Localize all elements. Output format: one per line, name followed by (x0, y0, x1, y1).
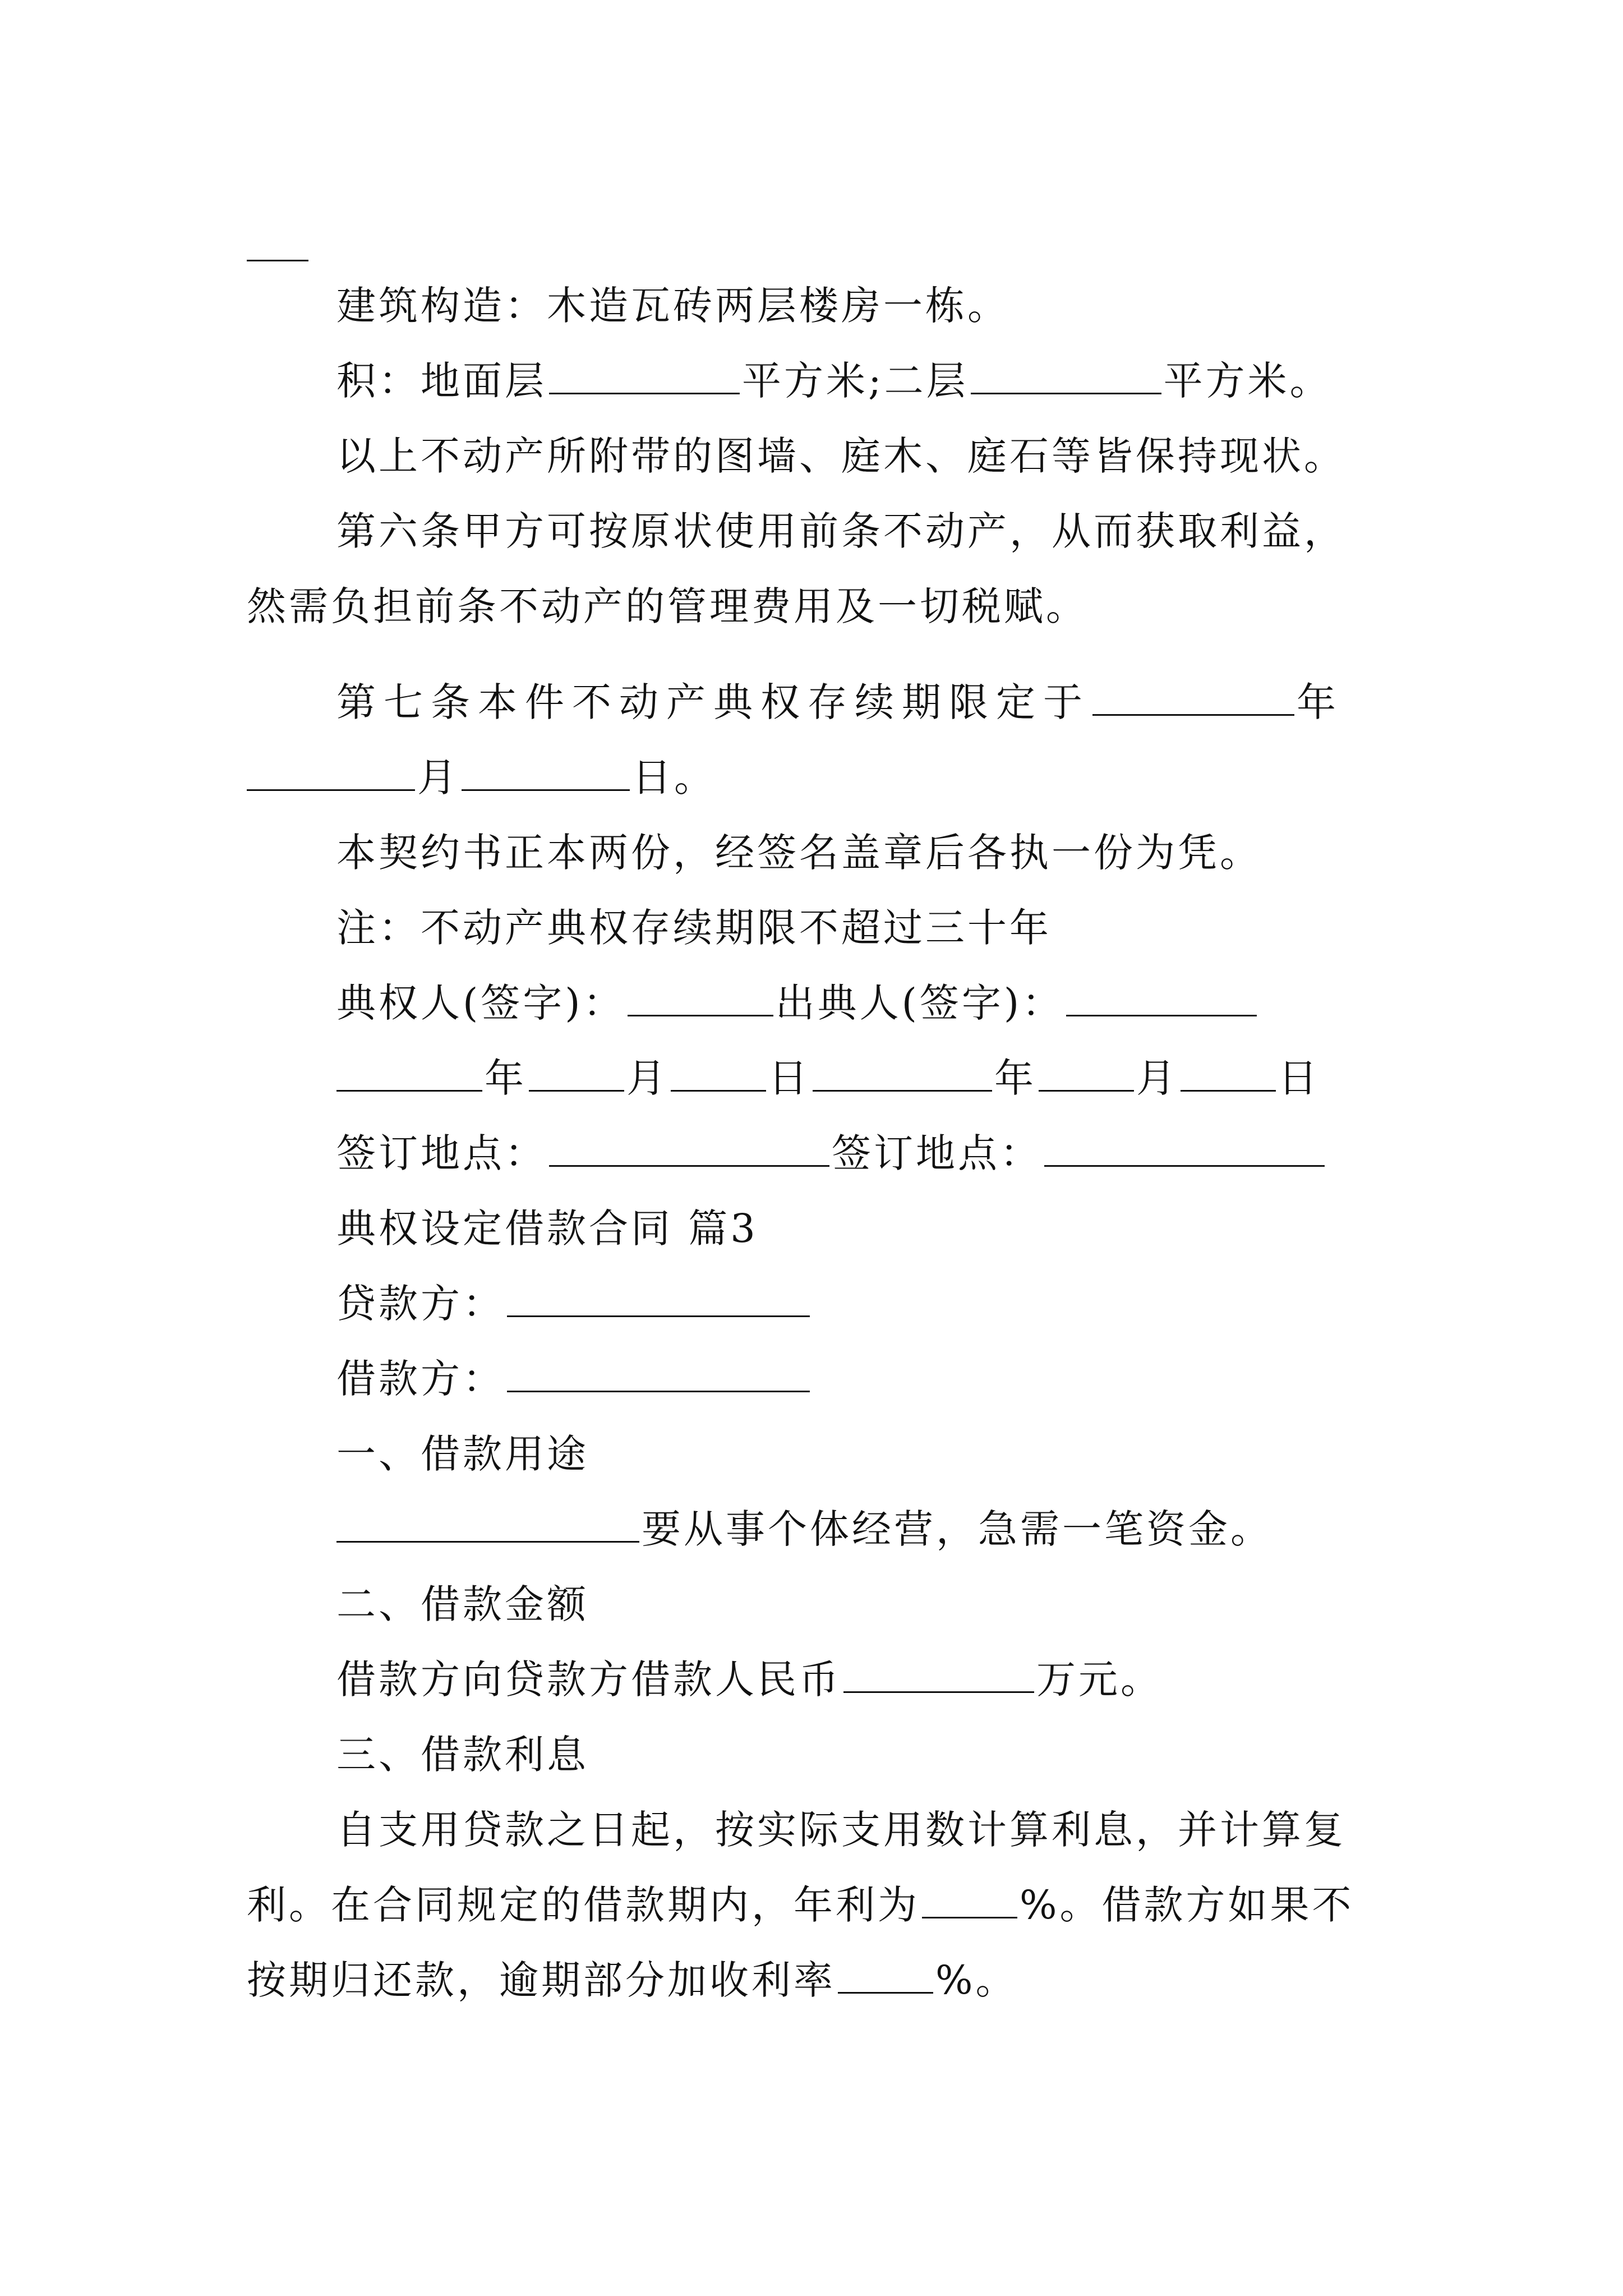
fill-blank (671, 1054, 766, 1092)
section-heading (336, 1191, 1391, 1266)
text-line (336, 418, 1391, 494)
text: 出典人(签字)： (775, 980, 1064, 1026)
fill-blank (247, 753, 415, 791)
text-line (336, 1116, 1391, 1191)
text: 平方米。 (1163, 358, 1332, 404)
text: 签订地点： (832, 1130, 1042, 1176)
fill-blank (838, 1956, 933, 1994)
text-line (336, 1341, 1391, 1416)
clause-heading (336, 1416, 1391, 1492)
text: 年 (485, 1055, 527, 1101)
text: 借款方： (336, 1356, 505, 1402)
text: 积：地面层 (336, 358, 547, 404)
fill-blank (1066, 979, 1257, 1016)
fill-blank (336, 1505, 639, 1543)
fill-blank (843, 1655, 1034, 1693)
text: %。 (935, 1957, 1018, 2003)
text: 自支用贷款之日起，按实际支用数计算利息，并计算复 (336, 1807, 1346, 1853)
text: 日。 (632, 754, 716, 800)
text: 三、借款利息 (336, 1732, 589, 1778)
text-line (336, 890, 1391, 965)
text: 贷款方： (336, 1281, 505, 1327)
text-line (336, 494, 1391, 569)
text: 日 (1278, 1055, 1320, 1101)
text: 要从事个体经营，急需一笔资金。 (642, 1506, 1272, 1552)
text: 按期归还款，逾期部分加收利率 (247, 1957, 836, 2003)
text-line (336, 268, 1391, 343)
text-line (336, 1492, 1391, 1567)
text: 建筑构造：木造瓦砖两层楼房一栋。 (336, 283, 1009, 329)
text-line (247, 569, 1391, 644)
fill-blank (1044, 1129, 1325, 1167)
text: 典权人(签字)： (336, 980, 625, 1026)
text: 月 (626, 1055, 668, 1101)
text: 年 (1297, 679, 1344, 725)
page-top-rule (247, 260, 308, 261)
text-line (336, 665, 1391, 740)
text: 借款方向贷款方借款人民币 (336, 1657, 841, 1703)
text: 年 (994, 1055, 1036, 1101)
fill-blank (462, 753, 630, 791)
fill-blank (1092, 678, 1294, 716)
fill-blank (1181, 1054, 1276, 1092)
text: 典权设定借款合同 篇3 (336, 1205, 758, 1251)
text: 平方米;二层 (742, 358, 969, 404)
text-line (336, 1266, 1391, 1341)
fill-blank (971, 357, 1161, 394)
fill-blank (507, 1280, 810, 1317)
text-line (336, 1642, 1391, 1717)
text-line (336, 343, 1391, 418)
fill-blank (336, 1054, 482, 1092)
fill-blank (529, 1054, 624, 1092)
text: 签订地点： (336, 1130, 547, 1176)
text: 二、借款金额 (336, 1581, 589, 1627)
fill-blank (1039, 1054, 1134, 1092)
text-line (336, 815, 1391, 890)
text: 利。在合同规定的借款期内，年利为 (247, 1882, 920, 1928)
text: 第六条甲方可按原状使用前条不动产，从而获取利益， (336, 508, 1346, 554)
text-line (336, 965, 1391, 1041)
fill-blank (922, 1881, 1017, 1918)
fill-blank (628, 979, 773, 1016)
text: 然需负担前条不动产的管理费用及一切税赋。 (247, 583, 1088, 629)
text: 本契约书正本两份，经签名盖章后各执一份为凭。 (336, 830, 1262, 876)
text: 月 (417, 754, 459, 800)
text-line (336, 1792, 1391, 1867)
text-line (247, 740, 1391, 815)
text: 第七条本件不动产典权存续期限定于 (336, 679, 1090, 725)
text: 月 (1136, 1055, 1178, 1101)
text: 日 (768, 1055, 810, 1101)
fill-blank (813, 1054, 992, 1092)
text: 一、借款用途 (336, 1431, 589, 1477)
fill-blank (549, 1129, 829, 1167)
clause-heading (336, 1567, 1391, 1642)
text: %。借款方如果不 (1020, 1882, 1354, 1928)
fill-blank (507, 1355, 810, 1392)
fill-blank (549, 357, 740, 394)
text-line (336, 1041, 1391, 1116)
text: 注：不动产典权存续期限不超过三十年 (336, 905, 1052, 951)
text: 以上不动产所附带的图墙、庭木、庭石等皆保持现状。 (336, 433, 1346, 479)
text-line (247, 1867, 1391, 1943)
text: 万元。 (1036, 1657, 1163, 1703)
clause-heading (336, 1717, 1391, 1792)
text-line (247, 1943, 1391, 2018)
